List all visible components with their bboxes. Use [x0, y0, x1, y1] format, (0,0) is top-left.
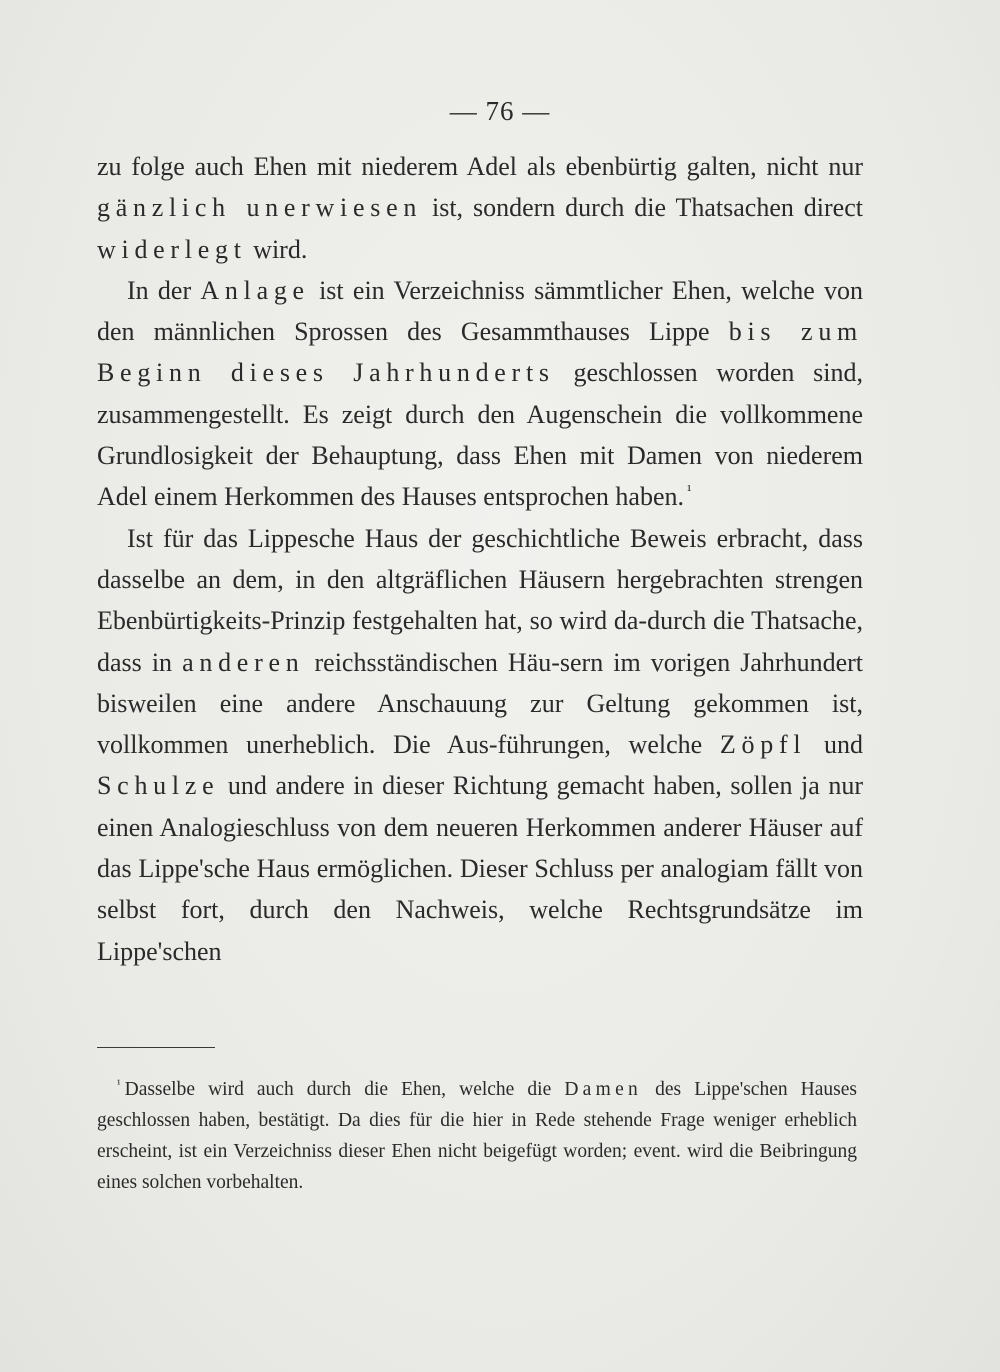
- emphasis-text: Damen: [564, 1079, 643, 1100]
- text-run: In der: [127, 275, 201, 305]
- text-run: ist ein Verzeichniss sämmtlicher Ehen, welche von den männlichen Sprossen des Gesammthauses Lippe: [97, 275, 864, 347]
- emphasis-text: bis zum Beginn dieses Jahrhunderts: [97, 317, 863, 388]
- emphasis-text: Anlage: [200, 275, 310, 305]
- text-run: reichsständischen Häu-sern im vorigen Jahrhundert bisweilen eine andere Anschauung zur Geltung gekommen ist, vollkommen unerheblich. Die Aus-führungen, welche: [97, 647, 863, 760]
- footnote-divider: [97, 1047, 215, 1048]
- page-number: — 76 —: [449, 96, 551, 126]
- paragraph-2: [97, 270, 863, 518]
- text-run: und: [806, 730, 864, 760]
- footnote-reference: ¹: [686, 483, 692, 500]
- footnote-text: Dasselbe wird auch durch die Ehen, welche die: [124, 1079, 565, 1100]
- footnote-marker: ¹: [117, 1077, 121, 1091]
- text-run: ist, sondern durch die Thatsachen direct: [422, 193, 863, 223]
- text-run: Ist für das Lippesche Haus der geschichtliche Beweis erbracht, dass dasselbe an dem, in den altgräflichen Häusern hergebrachten strengen Ebenbürtigkeits-Prinzip festgehalten hat, so wird da-durch die Thatsache, dass in: [97, 523, 863, 677]
- emphasis-text: gänzlich unerwiesen: [97, 193, 423, 223]
- text-run: geschlossen worden sind, zusammengestellt. Es zeigt durch den Augenschein die vollkommene Grundlosigkeit der Behauptung, dass Ehen mit Damen von niederem Adel einem Herkommen des Hauses entsprochen haben.: [97, 358, 863, 512]
- paragraph-3: [97, 518, 863, 972]
- text-run: und andere in dieser Richtung gemacht haben, sollen ja nur einen Analogieschluss von dem neueren Herkommen anderer Häuser auf das Lippe'sche Haus ermöglichen. Dieser Schluss per analogiam fällt von selbst fort, durch den Nachweis, welche Rechtsgrundsätze im Lippe'schen: [97, 771, 863, 966]
- emphasis-text: widerlegt: [97, 234, 247, 264]
- emphasis-text: Schulze: [97, 771, 220, 801]
- text-run: wird.: [246, 234, 308, 264]
- emphasis-text: anderen: [182, 647, 305, 677]
- paragraph-1: [97, 146, 863, 270]
- footnote-text: des Lippe'schen Hauses geschlossen haben, bestätigt. Da dies für die hier in Rede stehende Frage weniger erheblich erscheint, ist ein Verzeichniss dieser Ehen nicht beigefügt worden; event. wird die Beibringung eines solchen vorbehalten.: [97, 1079, 857, 1193]
- footnote: [97, 1074, 857, 1198]
- emphasis-text: Zöpfl: [719, 730, 807, 760]
- main-text: [97, 146, 863, 972]
- text-run: zu folge auch Ehen mit niederem Adel als ebenbürtig galten, nicht nur: [97, 152, 863, 181]
